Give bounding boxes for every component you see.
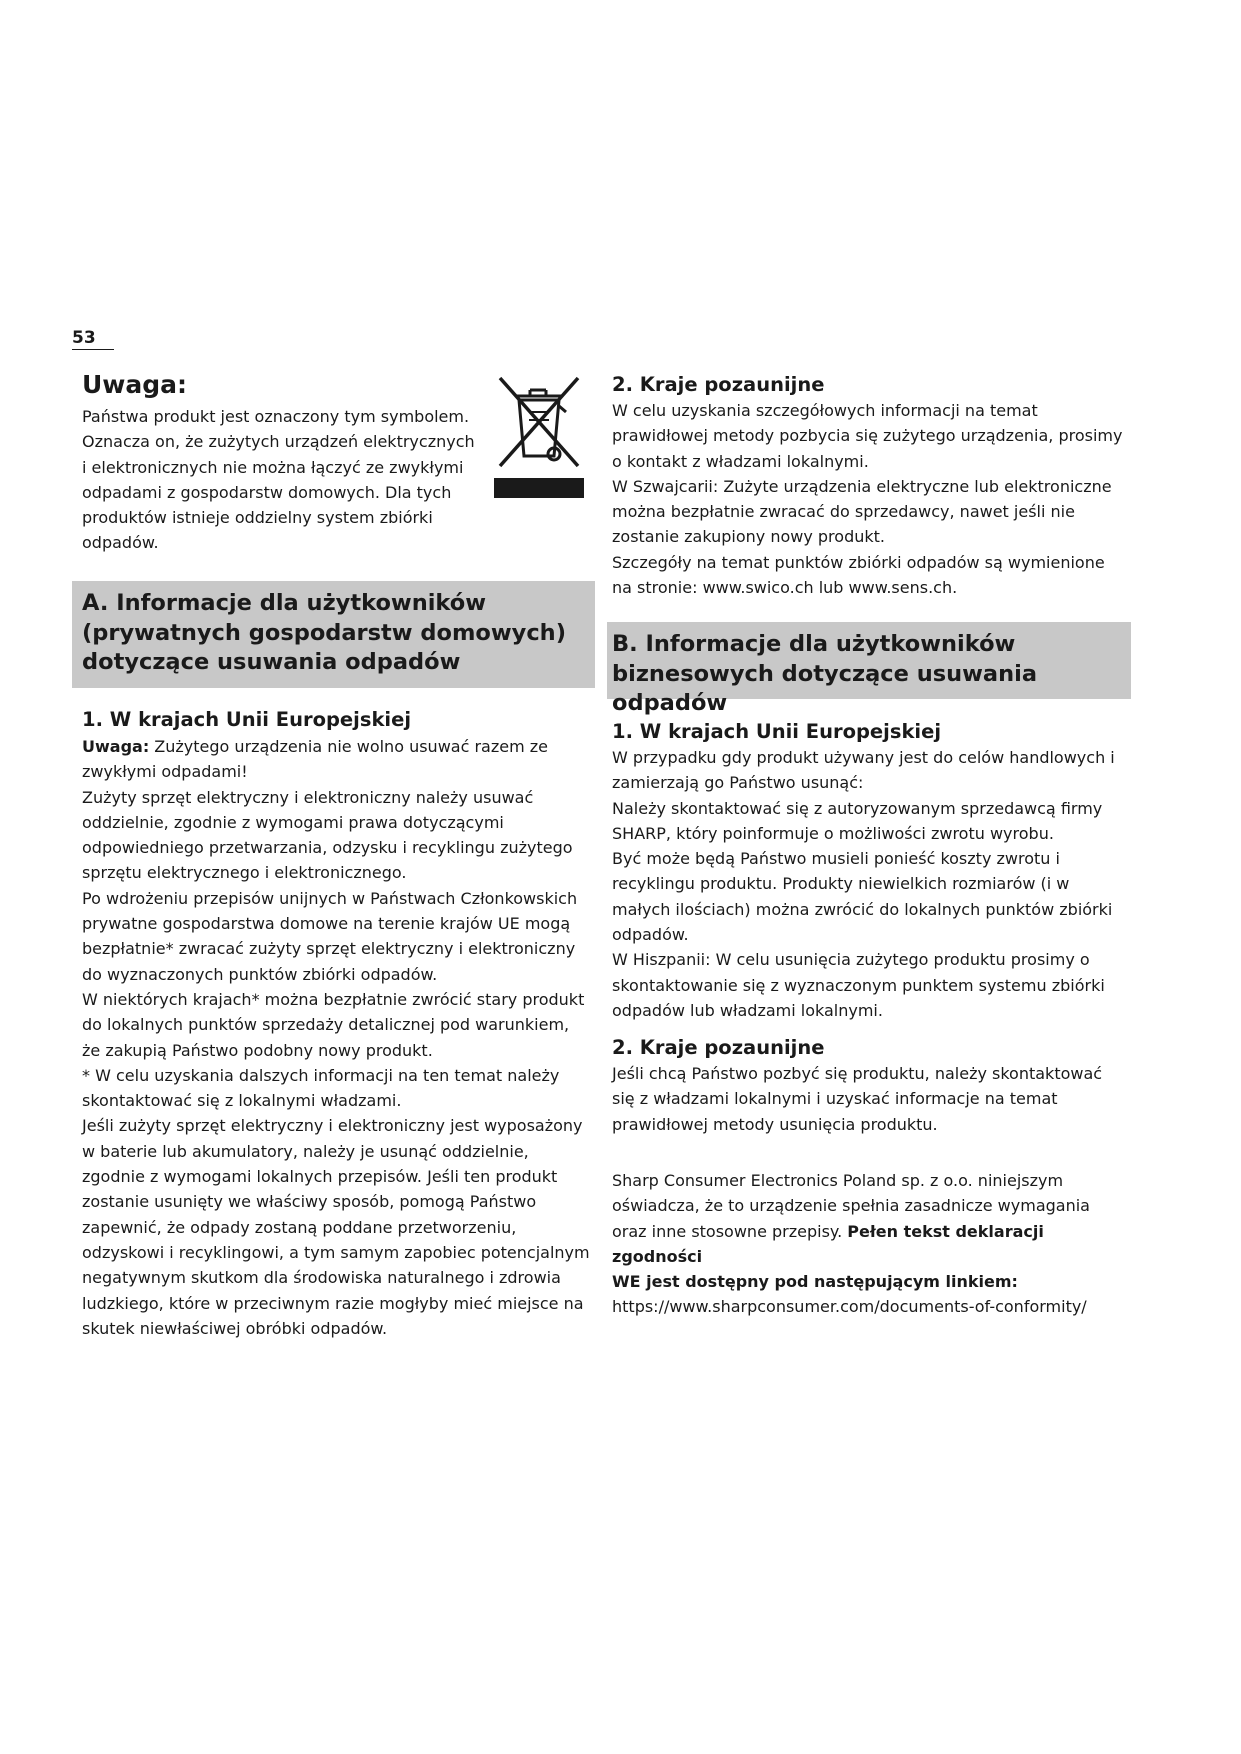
section-a-eu-line: do wyznaczonych punktów zbiórki odpadów.	[82, 964, 438, 984]
declaration-line	[612, 1219, 1137, 1270]
section-a-eu-line	[82, 734, 602, 759]
section-b-non-eu-line: prawidłowej metody usunięcia produktu.	[612, 1114, 938, 1134]
section-a-eu-lead-text: Zużytego urządzenia nie wolno usuwać razem ze	[149, 737, 548, 756]
section-a-eu-line: bezpłatnie* zwracać zużyty sprzęt elektryczny i elektroniczny	[82, 939, 576, 959]
section-a-eu-line: oddzielnie, zgodnie z wymogami prawa dotyczącymi	[82, 812, 504, 832]
warning-title: Uwaga:	[82, 370, 188, 399]
section-a-non-eu-line: W celu uzyskania szczegółowych informacji na temat	[612, 401, 1038, 420]
section-b-eu-line: W przypadku gdy produkt używany jest do celów handlowych i	[612, 748, 1115, 767]
section-a-eu-line: zgodnie z wymogami lokalnych przepisów. Jeśli ten produkt	[82, 1167, 558, 1187]
section-a-non-eu-line: na stronie: www.swico.ch lub www.sens.ch.	[612, 578, 958, 598]
section-a-eu-line: W niektórych krajach* można bezpłatnie zwrócić stary produkt	[82, 989, 585, 1009]
declaration-line: WE jest dostępny pod następującym linkiem:	[612, 1272, 1018, 1292]
section-a-non-eu-line: W Szwajcarii: Zużyte urządzenia elektryczne lub elektroniczne	[612, 476, 1112, 496]
declaration	[612, 1168, 1137, 1320]
section-b-eu-line: Być może będą Państwo musieli ponieść koszty zwrotu i	[612, 849, 1060, 869]
section-a-eu-line: że zakupią Państwo podobny nowy produkt.	[82, 1040, 433, 1060]
section-a-eu-line: zapewnić, że odpady zostaną poddane przetworzeniu,	[82, 1217, 517, 1237]
section-a-header	[72, 581, 595, 688]
page-number: 53	[72, 328, 114, 350]
section-a-eu-line: Zużyty sprzęt elektryczny i elektroniczny należy usuwać	[82, 787, 534, 807]
warning-line: Oznacza on, że zużytych urządzeń elektrycznych	[82, 432, 475, 452]
section-b-header	[607, 622, 1131, 716]
warning-line: odpadów.	[82, 533, 159, 553]
section-b-non-eu-heading: 2. Kraje pozaunijne	[612, 1036, 825, 1059]
section-a-non-eu-line: Szczegóły na temat punktów zbiórki odpadów są wymienione	[612, 552, 1105, 572]
section-a-eu-line: zwykłymi odpadami!	[82, 762, 248, 782]
section-a-eu-line: odpowiedniego przetwarzania, odzysku i recyklingu zużytego	[82, 838, 573, 858]
section-b-eu-line: W Hiszpanii: W celu usunięcia zużytego produktu prosimy o	[612, 950, 1090, 970]
section-b-eu-line: SHARP, który poinformuje o możliwości zwrotu wyrobu.	[612, 823, 1054, 843]
section-b-non-eu	[612, 1035, 1137, 1137]
section-b-eu-line: recyklingu produktu. Produkty niewielkich rozmiarów (i w	[612, 874, 1070, 894]
section-a-non-eu-line: o kontakt z władzami lokalnymi.	[612, 451, 869, 471]
section-b-title	[612, 630, 1131, 719]
section-b-eu-line: małych ilościach) można zwrócić do lokalnych punktów zbiórki	[612, 899, 1113, 919]
section-b-title-line: biznesowych dotyczące usuwania odpadów	[612, 660, 1038, 716]
section-a-eu-line: * W celu uzyskania dalszych informacji na ten temat należy	[82, 1065, 560, 1085]
declaration-line: Sharp Consumer Electronics Poland sp. z o.o. niniejszym	[612, 1171, 1064, 1190]
declaration-url[interactable]: https://www.sharpconsumer.com/documents-of-conformity/	[612, 1297, 1087, 1317]
crossed-out-wheelie-bin-icon	[494, 372, 584, 502]
warning-line: i elektronicznych nie można łączyć ze zwykłymi	[82, 457, 464, 477]
section-b-eu-line: odpadów.	[612, 925, 689, 945]
section-a-eu-line: zostanie usunięty we właściwy sposób, pomogą Państwo	[82, 1192, 537, 1212]
warning-line: Państwa produkt jest oznaczony tym symbolem.	[82, 407, 470, 426]
section-a-eu-line: do lokalnych punktów sprzedaży detalicznej pod warunkiem,	[82, 1015, 570, 1035]
section-b-non-eu-line: Jeśli chcą Państwo pozbyć się produktu, należy skontaktować	[612, 1064, 1103, 1083]
section-a-non-eu-line: prawidłowej metody pozbycia się zużytego urządzenia, prosimy	[612, 426, 1123, 446]
section-a-eu-line: negatywnym skutkom dla środowiska naturalnego i zdrowia	[82, 1268, 561, 1288]
section-a-eu-line: Po wdrożeniu przepisów unijnych w Państwach Członkowskich	[82, 888, 578, 908]
section-a-eu-line: ludzkiego, które w przeciwnym razie mogłyby mieć miejsce na	[82, 1293, 584, 1313]
section-b-title-line: B. Informacje dla użytkowników	[612, 631, 1016, 657]
section-a-eu-line: odzyskowi i recyklingowi, a tym samym zapobiec potencjalnym	[82, 1242, 590, 1262]
declaration-line: oświadcza, że to urządzenie spełnia zasadnicze wymagania	[612, 1196, 1090, 1216]
section-a-eu-line: skutek niewłaściwej obróbki odpadów.	[82, 1318, 388, 1338]
section-a-eu-heading: 1. W krajach Unii Europejskiej	[82, 708, 412, 731]
section-b-non-eu-line: się z władzami lokalnymi i uzyskać informacje na temat	[612, 1089, 1058, 1109]
section-a-eu-lead: Uwaga:	[82, 737, 150, 756]
section-a-non-eu-line: można bezpłatnie zwracać do sprzedawcy, nawet jeśli nie	[612, 502, 1075, 522]
section-a-title-line: (prywatnych gospodarstw domowych)	[82, 619, 566, 646]
warning-line: produktów istnieje oddzielny system zbiórki	[82, 508, 433, 528]
section-a-eu-line: w baterie lub akumulatory, należy je usunąć oddzielnie,	[82, 1141, 529, 1161]
section-b-eu-line: odpadów lub władzami lokalnymi.	[612, 1000, 883, 1020]
section-b-eu	[612, 719, 1137, 1023]
section-a-non-eu-heading: 2. Kraje pozaunijne	[612, 373, 825, 396]
section-b-eu-line: zamierzają go Państwo usunąć:	[612, 773, 864, 793]
section-b-eu-line: Należy skontaktować się z autoryzowanym sprzedawcą firmy	[612, 798, 1103, 818]
section-b-eu-line: skontaktowanie się z wyznaczonym punktem systemu zbiórki	[612, 975, 1105, 995]
declaration-plain: oraz inne stosowne przepisy.	[612, 1221, 848, 1241]
section-a-eu-line: sprzętu elektrycznego i elektronicznego.	[82, 863, 407, 883]
section-a-title-line: dotyczące usuwania odpadów	[82, 649, 461, 675]
section-a-eu	[82, 707, 602, 1341]
section-a-non-eu-line: zostanie zakupiony nowy produkt.	[612, 527, 885, 547]
section-a-title-line: A. Informacje dla użytkowników	[82, 590, 487, 616]
section-b-eu-heading: 1. W krajach Unii Europejskiej	[612, 720, 942, 743]
section-a-non-eu	[612, 372, 1137, 600]
section-a-eu-line: prywatne gospodarstwa domowe na terenie krajów UE mogą	[82, 914, 571, 934]
warning-body	[82, 404, 482, 556]
warning-line: odpadami z gospodarstw domowych. Dla tych	[82, 482, 452, 502]
declaration-bold: Pełen tekst deklaracji zgodności	[612, 1221, 1044, 1266]
section-a-eu-line: Jeśli zużyty sprzęt elektryczny i elektroniczny jest wyposażony	[82, 1116, 583, 1136]
section-a-title	[82, 589, 566, 678]
section-a-eu-line: skontaktować się z lokalnymi władzami.	[82, 1091, 402, 1111]
